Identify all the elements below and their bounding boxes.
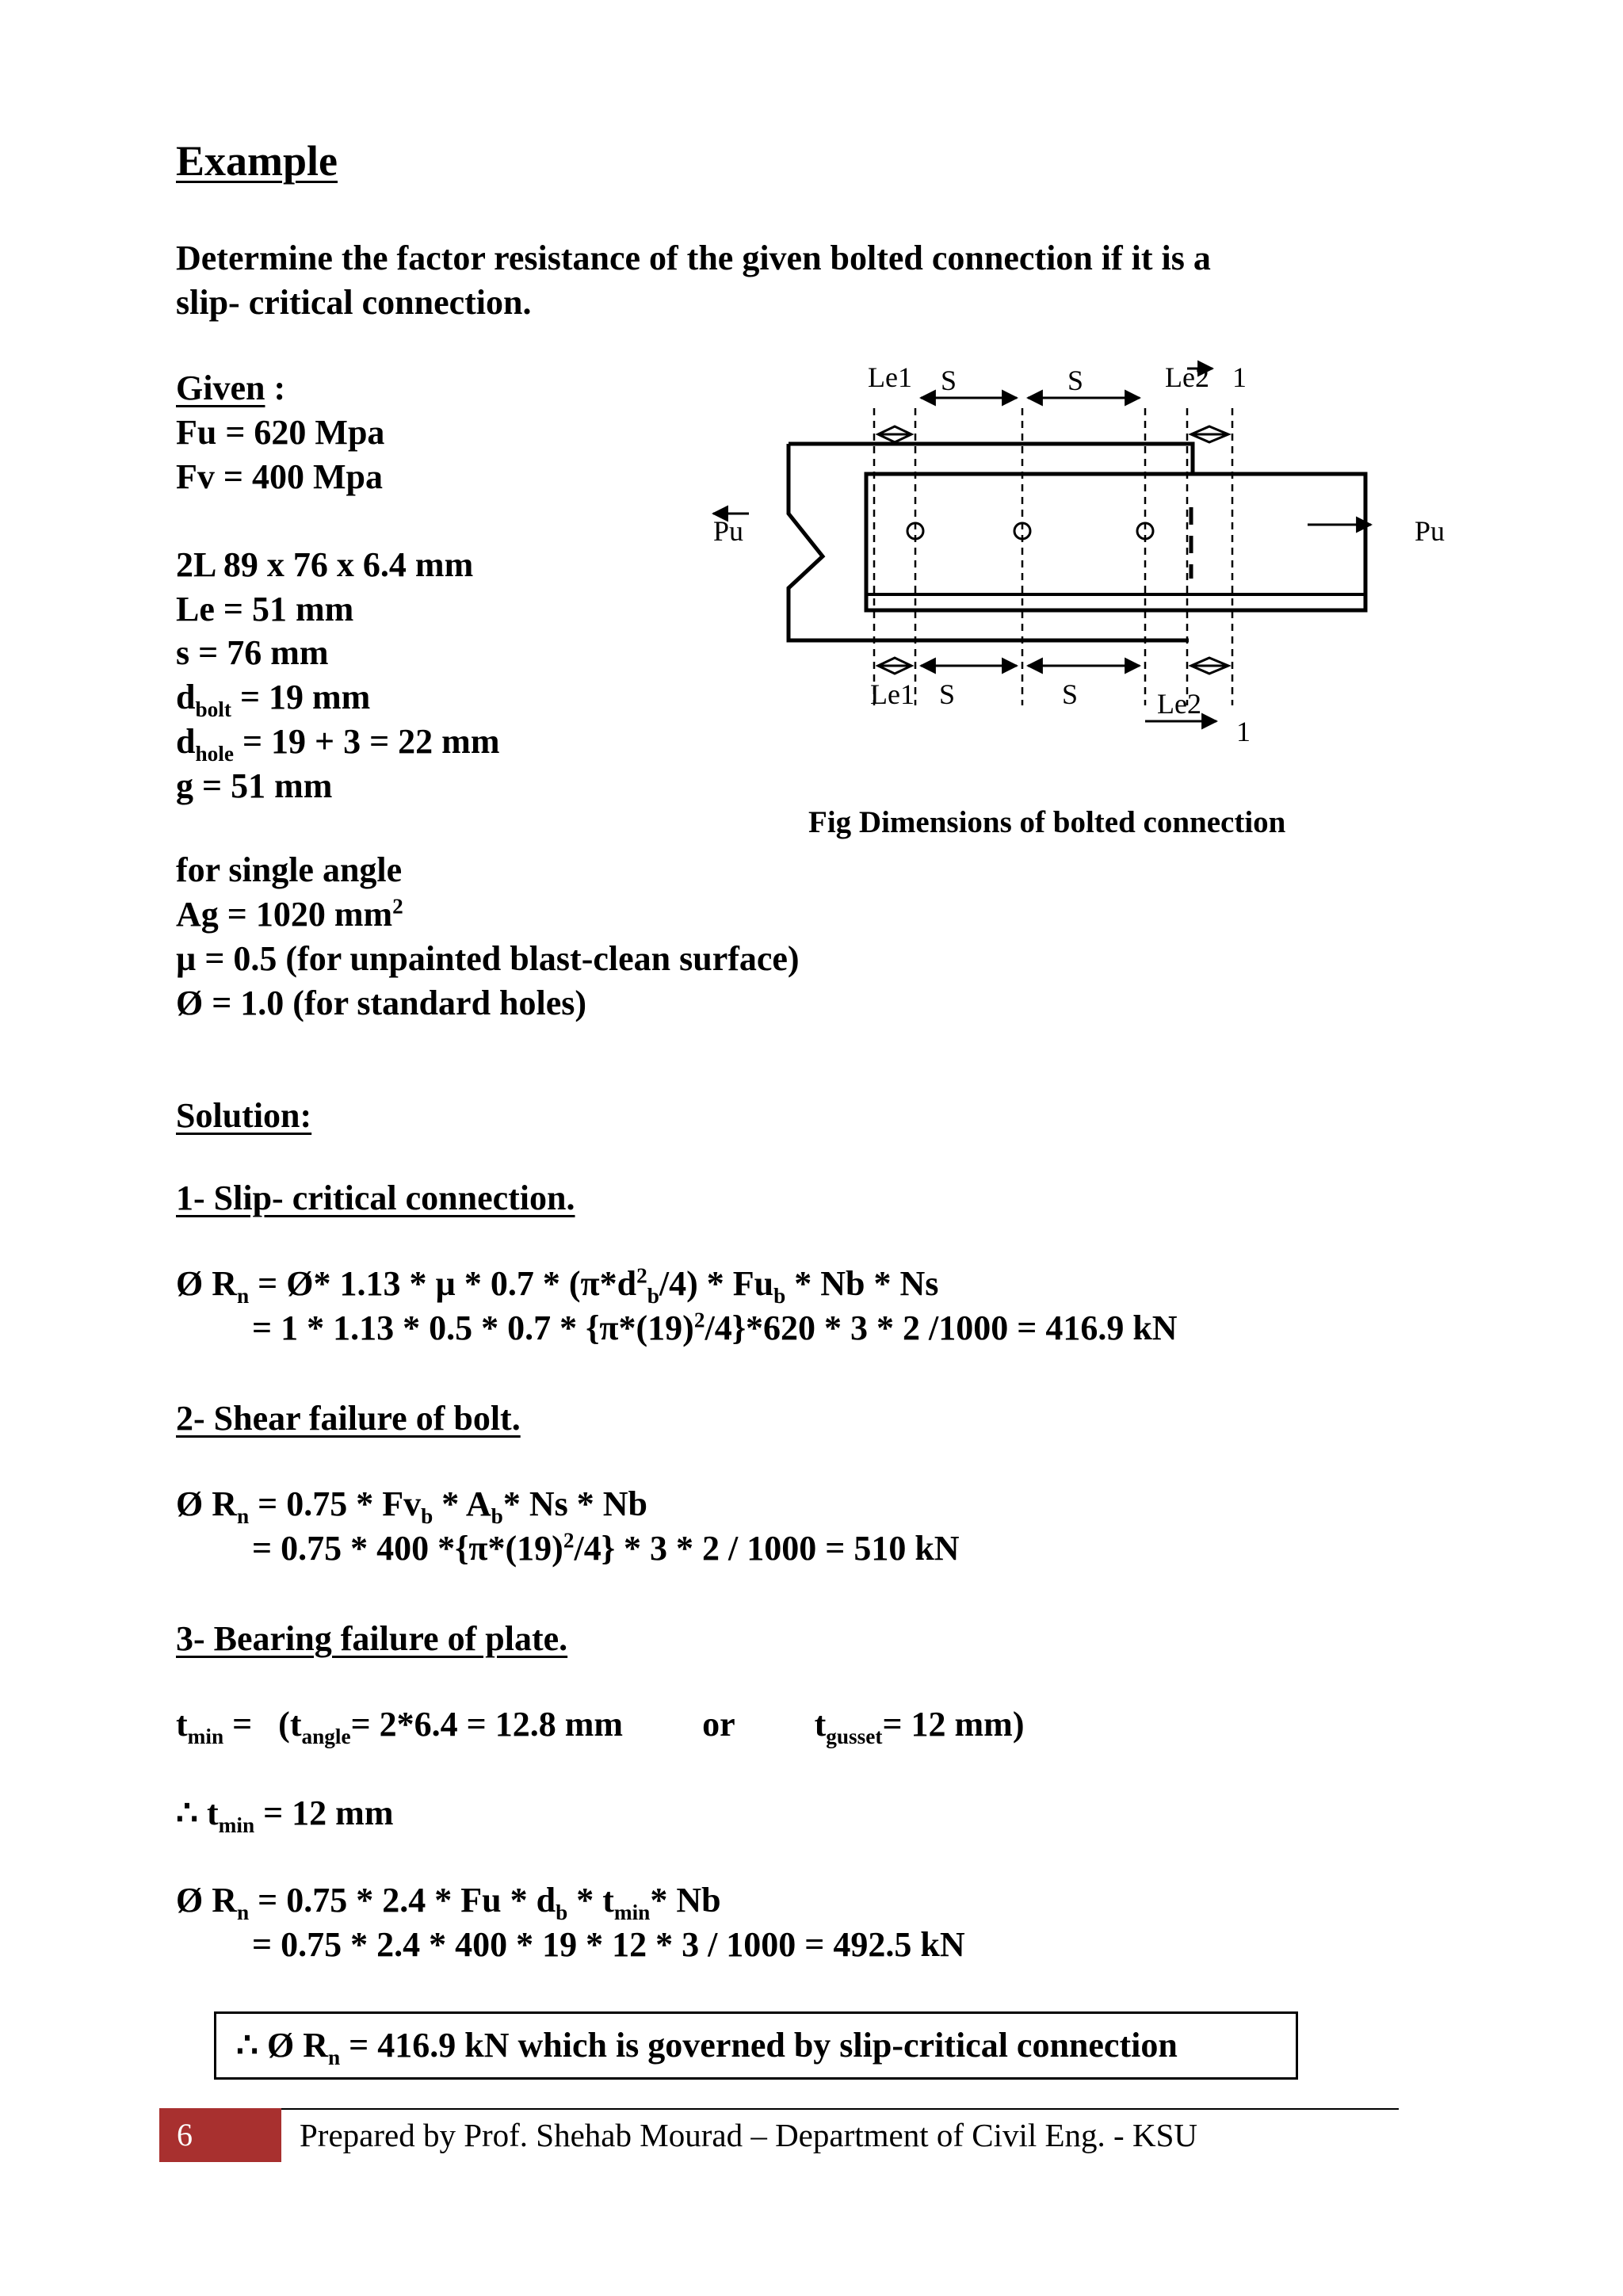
- therefore-tmin: ∴ $t_{min} = 12$ mm: [176, 1794, 394, 1837]
- solution-title: Solution:: [176, 1096, 312, 1135]
- problem-line-1: Determine the factor resistance of the given bolted connection if it is a: [176, 239, 1211, 277]
- section-1-title: 1- Slip- critical connection.: [176, 1179, 575, 1217]
- le2-top-dimension: [1191, 426, 1228, 442]
- le1-bottom-dimension: [878, 658, 911, 674]
- given-ag: Ag = 1020 $mm^2$: [176, 894, 403, 934]
- given-s: s = 76 mm: [176, 633, 329, 672]
- section-3-equation-1: Ø $R_n = 0.75 * 2.4 * Fu * d_b * t_{min}*$ Nb: [176, 1881, 721, 1924]
- le2-bottom-label: Le2: [1157, 688, 1201, 720]
- pu-left-label: Pu: [713, 515, 744, 547]
- given-fv: Fv = 400 Mpa: [176, 457, 383, 496]
- tmin-comparison: $t_{min} = (t_{angle}= 2*6.4 = 12.8$ mm or $t_{gusset}= 12$ mm): [176, 1705, 1025, 1748]
- given-le: Le = 51 mm: [176, 590, 354, 628]
- given-g: g = 51 mm: [176, 766, 333, 805]
- s-bottom-label-1: S: [939, 678, 956, 710]
- page-title: Example: [176, 137, 338, 185]
- section-2-equation-2: = 0.75 * 400 $*\{\pi*(19)^2/4\} * 3 * 2 / 1000 = 510$ kN: [252, 1528, 960, 1568]
- given-section: 2L 89 x 76 x 6.4 mm: [176, 545, 474, 584]
- section-1-equation-2: = $1 * 1.13 * 0.5 * 0.7 * \{\pi*(19)^2/4\}*620 * 3 * 2$ /1000 = 416.9 kN: [252, 1308, 1178, 1347]
- dimension-dashed-lines: [874, 408, 1232, 705]
- s-bottom-label-2: S: [1062, 678, 1079, 710]
- section-1-equation-1: Ø $R_n$ = Ø* 1.13 * µ * $0.7 * (\pi*d^2_b/4) * Fu_b$ * Nb * Ns: [176, 1263, 939, 1308]
- given-title: Given: [176, 369, 265, 407]
- section-top-label: 1: [1232, 361, 1247, 393]
- section-2-title: 2- Shear failure of bolt.: [176, 1399, 521, 1438]
- bolted-connection-figure: [697, 341, 1490, 785]
- given-heading: [176, 366, 285, 411]
- pu-right-label: Pu: [1415, 515, 1445, 547]
- conclusion-text: ∴ Ø $R_n = 416.9$ kN which is governed by slip-critical connection: [236, 2026, 1178, 2069]
- le1-bottom-label: Le1: [870, 678, 915, 710]
- section-3-equation-2: = 0.75 * 2.4 * 400 * 19 * 12 * 3 / 1000 = 492.5 kN: [252, 1925, 965, 1964]
- problem-line-2: slip- critical connection.: [176, 283, 532, 322]
- section-2-equation-1: Ø $R_n = 0.75 * Fv_b * A_b*$ Ns * Nb: [176, 1484, 647, 1528]
- given-mu: µ = 0.5 (for unpainted blast-clean surface): [176, 939, 800, 978]
- page-number: 6: [159, 2108, 281, 2162]
- le2-top-label: Le2: [1165, 361, 1209, 393]
- given-single-angle: for single angle: [176, 850, 403, 889]
- le1-top-dimension: [878, 426, 911, 442]
- given-phi: Ø = 1.0 (for standard holes): [176, 984, 587, 1022]
- le1-top-label: Le1: [868, 361, 912, 393]
- given-colon: :: [265, 369, 286, 407]
- s-top-label-1: S: [941, 365, 957, 396]
- angle-member: [866, 474, 1365, 610]
- figure-caption: Fig Dimensions of bolted connection: [808, 805, 1286, 839]
- given-fu: Fu = 620 Mpa: [176, 413, 385, 452]
- s-top-label-2: S: [1067, 365, 1084, 396]
- section-3-title: 3- Bearing failure of plate.: [176, 1619, 568, 1658]
- section-bottom-label: 1: [1236, 716, 1251, 747]
- gusset-plate-top-edge: [789, 444, 1193, 474]
- le2-bottom-dimension: [1191, 658, 1228, 674]
- given-dhole: $d_{hole} = 19 + 3 = 22$ mm: [176, 722, 500, 766]
- footer-credit: Prepared by Prof. Shehab Mourad – Department of Civil Eng. - KSU: [300, 2117, 1197, 2153]
- given-dbolt: $d_{bolt} = 19$ mm: [176, 678, 371, 721]
